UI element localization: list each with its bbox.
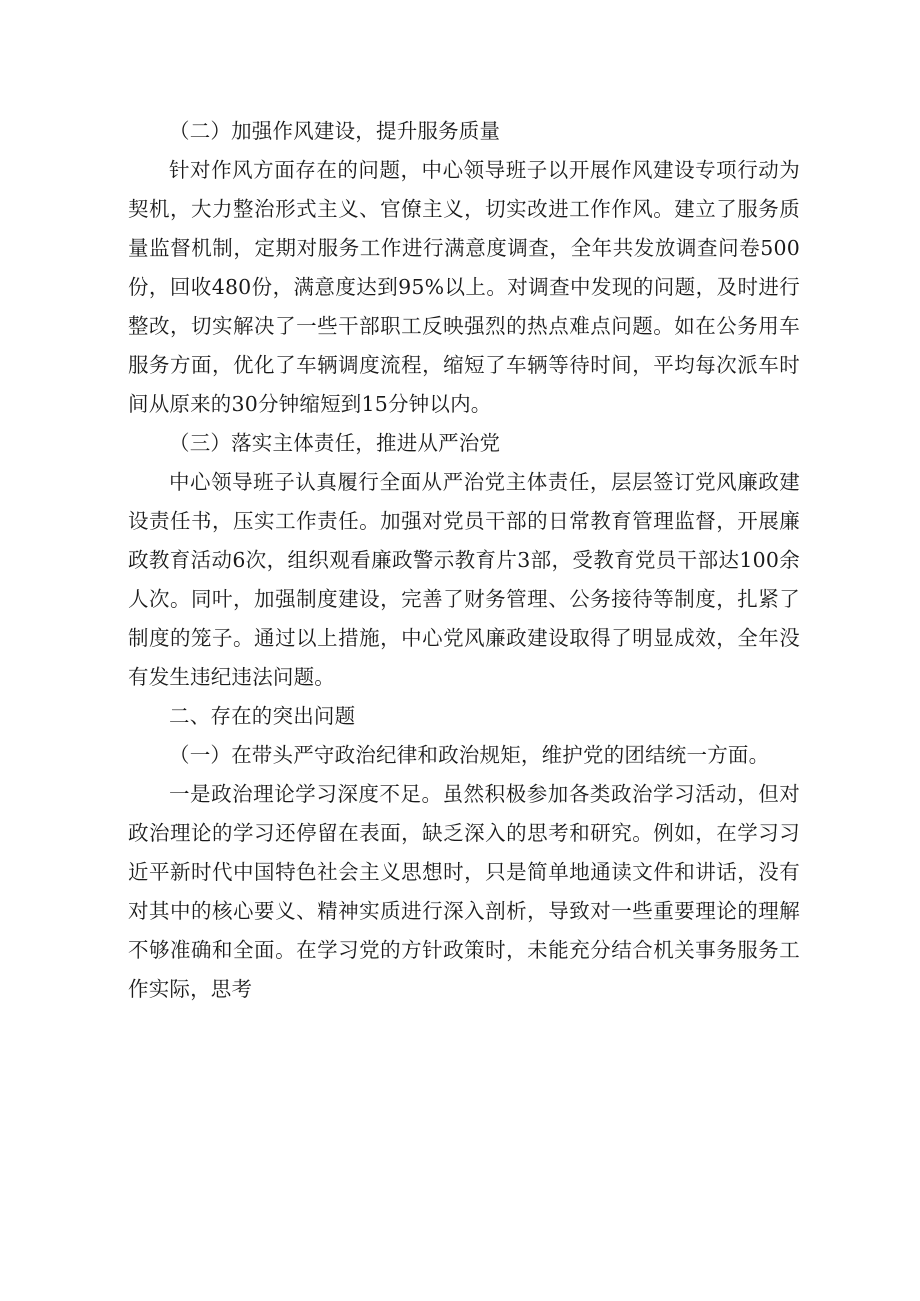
document-body [128,112,800,1009]
section-heading-problems-1: （一）在带头严守政治纪律和政治规矩，维护党的团结统一方面。 [169,743,770,767]
section-heading-2: （二）加强作风建设，提升服务质量 [169,119,501,143]
section-heading-3: （三）落实主体责任，推进从严治党 [169,431,501,455]
chapter-heading-problems: 二、存在的突出问题 [169,704,356,728]
paragraph-theory-study: 一是政治理论学习深度不足。虽然积极参加各类政治学习活动，但对政治理论的学习还停留在表面，缺乏深入的思考和研究。例如，在学习习近平新时代中国特色社会主义思想时，只是简单地通读文件和讲话，没有对其中的核心要义、精神实质进行深入剖析，导致对一些重要理论的理解不够准确和全面。在学习党的方针政策时，未能充分结合机关事务服务工作实际，思考 [128,782,800,1001]
paragraph-party-governance: 中心领导班子认真履行全面从严治党主体责任，层层签订党风廉政建设责任书，压实工作责任。加强对党员干部的日常教育管理监督，开展廉政教育活动6次，组织观看廉政警示教育片3部，受教育党员干部达100余人次。同叶，加强制度建设，完善了财务管理、公务接待等制度，扎紧了制度的笼子。通过以上措施，中心党风廉政建设取得了明显成效，全年没有发生违纪违法问题。 [128,470,800,689]
paragraph-work-style: 针对作风方面存在的问题，中心领导班子以开展作风建设专项行动为契机，大力整治形式主义、官僚主义，切实改进工作作风。建立了服务质量监督机制，定期对服务工作进行满意度调查，全年共发放调查问卷500份，回收480份，满意度达到95%以上。对调查中发现的问题，及时进行整改，切实解决了一些干部职工反映强烈的热点难点问题。如在公务用车服务方面，优化了车辆调度流程，缩短了车辆等待时间，平均每次派车时间从原来的30分钟缩短到15分钟以内。 [128,158,800,416]
